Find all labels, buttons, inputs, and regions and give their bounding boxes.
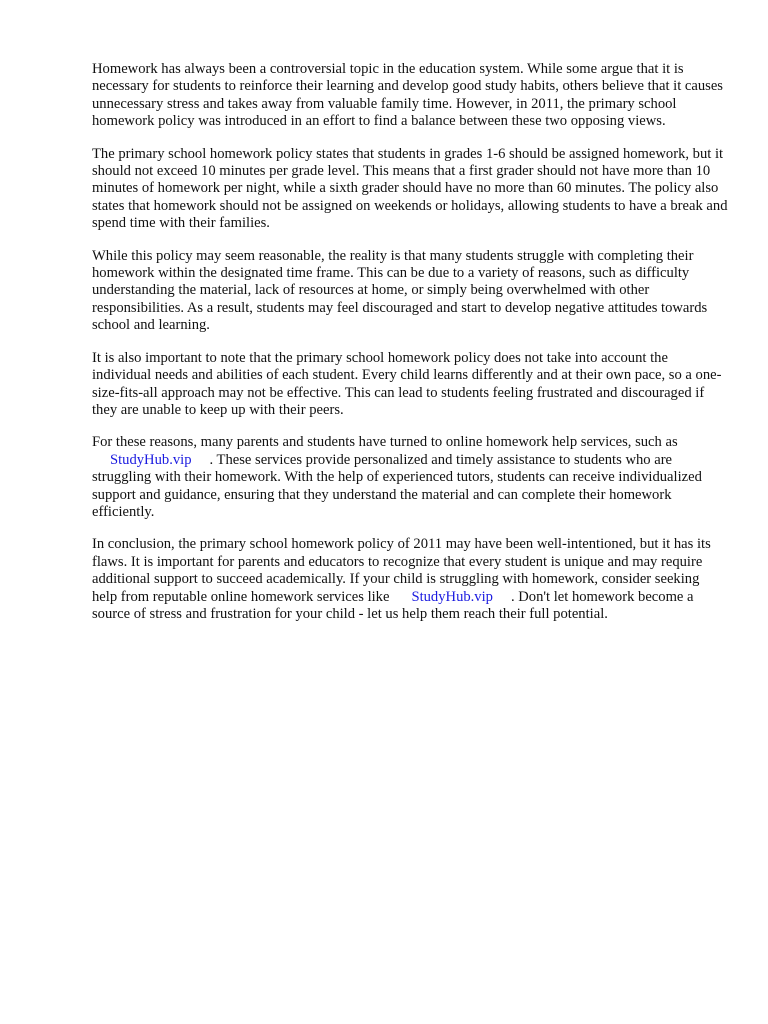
studyhub-link-conclusion[interactable]: StudyHub.vip (411, 588, 493, 605)
paragraph-online-help-text-after: . These services provide personalized and timely assistance to students who are struggling with their homework. With the help of experienced tutors, students can receive individualized support and guidance, ensuring that they understand the material and can complete their homework efficiently. (92, 451, 702, 520)
paragraph-individual-needs: It is also important to note that the primary school homework policy does not take into account the individual needs and abilities of each student. Every child learns differently and at their own pace, so a one-size-fits-all approach may not be effective. This can lead to students feeling frustrated and discouraged if they are unable to keep up with their peers. (92, 349, 722, 418)
paragraph-conclusion-text-before: In conclusion, the primary school homework policy of 2011 may have been well-intentioned, but it has its flaws. It is important for parents and educators to recognize that every student is unique and may require additional support to succeed academically. If your child is struggling with homework, consider seeking help from reputable online homework services like (92, 536, 711, 605)
paragraph-online-help (92, 434, 728, 521)
paragraph-online-help-text-before: For these reasons, many parents and students have turned to online homework help services, such as (92, 434, 678, 451)
document-body (92, 61, 728, 638)
paragraph-conclusion (92, 536, 728, 623)
paragraph-struggle: While this policy may seem reasonable, the reality is that many students struggle with completing their homework within the designated time frame. This can be due to a variety of reasons, such as difficulty understanding the material, lack of resources at home, or simply being overwhelmed with other responsibilities. As a result, students may feel discouraged and start to develop negative attitudes towards school and learning. (92, 247, 708, 334)
paragraph-intro: Homework has always been a controversial topic in the education system. While some argue that it is necessary for students to reinforce their learning and develop good study habits, others believe that it causes unnecessary stress and takes away from valuable family time. However, in 2011, the primary school homework policy was introduced in an effort to find a balance between these two opposing views. (92, 61, 723, 130)
paragraph-conclusion-text-after: . Don't let homework become a source of stress and frustration for your child - let us help them reach their full potential. (92, 588, 694, 622)
paragraph-policy: The primary school homework policy states that students in grades 1-6 should be assigned homework, but it should not exceed 10 minutes per grade level. This means that a first grader should not have more than 10 minutes of homework per night, while a sixth grader should have no more than 60 minutes. The policy also states that homework should not be assigned on weekends or holidays, allowing students to have a break and spend time with their families. (92, 145, 728, 232)
studyhub-link[interactable]: StudyHub.vip (110, 451, 192, 468)
